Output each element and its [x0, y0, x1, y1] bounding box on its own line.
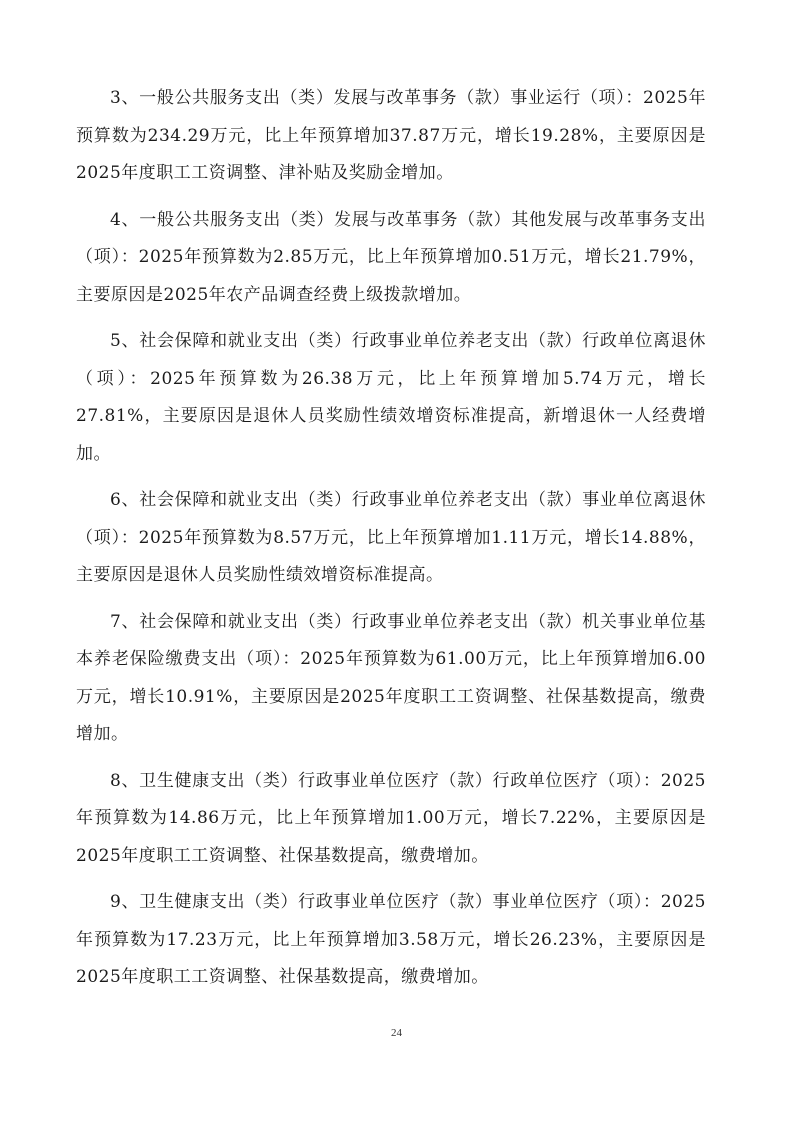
paragraph-item-9: 9、卫生健康支出（类）行政事业单位医疗（款）事业单位医疗（项）：2025年预算数为17.23万元，比上年预算增加3.58万元，增长26.23%，主要原因是2025年度职工工资调整、社保基数提高，缴费增加。	[76, 892, 706, 987]
paragraph-item-7: 7、社会保障和就业支出（类）行政事业单位养老支出（款）机关事业单位基本养老保险缴费支出（项）：2025年预算数为61.00万元，比上年预算增加6.00万元，增长10.91%，主要原因是2025年度职工工资调整、社保基数提高，缴费增加。	[76, 611, 706, 744]
paragraph-item-6: 6、社会保障和就业支出（类）行政事业单位养老支出（款）事业单位离退休（项）：2025年预算数为8.57万元，比上年预算增加1.11万元，增长14.88%，主要原因是退休人员奖励性绩效增资标准提高。	[76, 490, 706, 585]
paragraph-item-4: 4、一般公共服务支出（类）发展与改革事务（款）其他发展与改革事务支出（项）：2025年预算数为2.85万元，比上年预算增加0.51万元，增长21.79%，主要原因是2025年农产品调查经费上级拨款增加。	[76, 209, 706, 305]
paragraph-item-5: 5、社会保障和就业支出（类）行政事业单位养老支出（款）行政单位离退休（项）：2025年预算数为26.38万元，比上年预算增加5.74万元，增长27.81%，主要原因是退休人员奖励性绩效增资标准提高，新增退休一人经费增加。	[76, 331, 706, 464]
paragraph-item-3: 3、一般公共服务支出（类）发展与改革事务（款）事业运行（项）：2025年预算数为234.29万元，比上年预算增加37.87万元，增长19.28%，主要原因是2025年度职工工资调整、津补贴及奖励金增加。	[76, 88, 706, 183]
paragraph-item-8: 8、卫生健康支出（类）行政事业单位医疗（款）行政单位医疗（项）：2025年预算数为14.86万元，比上年预算增加1.00万元，增长7.22%，主要原因是2025年度职工工资调整、社保基数提高，缴费增加。	[76, 770, 706, 866]
document-body	[76, 80, 706, 1006]
page-number: 24	[391, 1027, 402, 1039]
